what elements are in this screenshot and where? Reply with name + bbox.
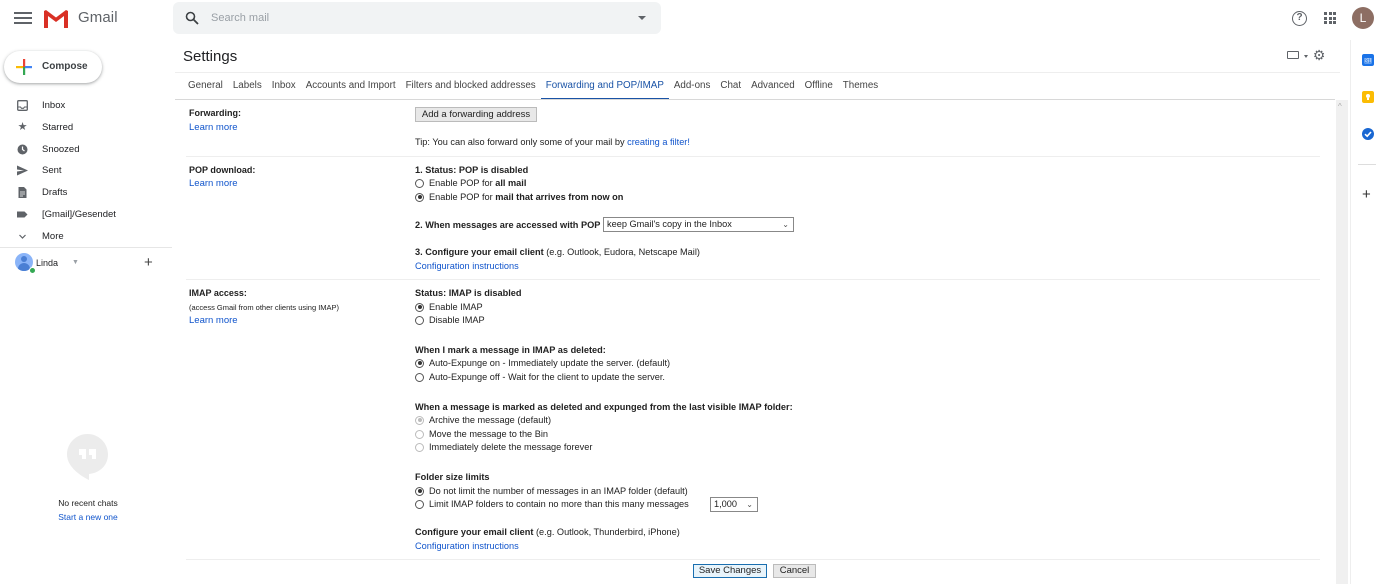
search-options-caret-icon[interactable]: [638, 16, 646, 20]
cancel-button[interactable]: Cancel: [773, 564, 816, 578]
sidebar-nav: [0, 95, 172, 248]
scroll-up-arrow-icon[interactable]: ^: [1338, 102, 1342, 111]
imap-expunged-heading: When a message is marked as deleted and expunged from the last visible IMAP folder:: [415, 402, 793, 412]
no-folder-limit-radio[interactable]: [415, 487, 424, 496]
imap-configuration-instructions-link[interactable]: Configuration instructions: [415, 541, 519, 551]
hangouts-chat-icon: [67, 434, 108, 480]
side-panel-divider: [1350, 40, 1351, 584]
sidebar-item-label: Starred: [42, 121, 74, 133]
app-name: Gmail: [78, 9, 118, 26]
input-tools-caret-icon[interactable]: [1304, 55, 1308, 58]
new-chat-plus-icon[interactable]: +: [144, 254, 153, 271]
move-to-bin-option[interactable]: Move the message to the Bin: [415, 429, 548, 439]
sidebar-item-snoozed[interactable]: [0, 139, 172, 161]
pop-enable-from-now-radio[interactable]: [415, 193, 424, 202]
settings-tabs: [183, 74, 883, 100]
keyboard-icon[interactable]: [1287, 51, 1299, 59]
keep-icon[interactable]: [1362, 91, 1374, 103]
pop-status: 1. Status: POP is disabled: [415, 165, 529, 175]
search-icon[interactable]: [185, 11, 199, 25]
auto-expunge-on-radio[interactable]: [415, 359, 424, 368]
tab-offline[interactable]: Offline: [804, 80, 833, 91]
user-name[interactable]: Linda: [36, 258, 59, 268]
svg-text:31: 31: [1364, 59, 1372, 65]
get-addons-plus-icon[interactable]: +: [1362, 186, 1371, 203]
sidebar-item-more[interactable]: [0, 226, 172, 248]
pop-enable-all-option[interactable]: Enable POP for all mail: [415, 178, 526, 188]
tab-inbox[interactable]: Inbox: [271, 80, 296, 91]
tab-general[interactable]: General: [188, 80, 223, 91]
delete-forever-option[interactable]: Immediately delete the message forever: [415, 442, 592, 452]
forwarding-tip: Tip: You can also forward only some of your mail by creating a filter!: [415, 137, 690, 147]
imap-configure-text: Configure your email client (e.g. Outlook, Thunderbird, iPhone): [415, 527, 680, 537]
imap-access-label: IMAP access:: [189, 288, 247, 298]
auto-expunge-on-option[interactable]: Auto-Expunge on - Immediately update the server. (default): [415, 358, 670, 368]
move-to-bin-radio[interactable]: [415, 430, 424, 439]
create-filter-link[interactable]: creating a filter!: [627, 137, 690, 147]
clock-icon: [17, 144, 28, 155]
page-title: Settings: [183, 48, 238, 65]
account-avatar[interactable]: L: [1352, 7, 1374, 29]
divider: [175, 72, 1340, 73]
compose-button[interactable]: [4, 51, 102, 83]
sidebar-item-label: Drafts: [42, 187, 68, 199]
star-icon: ★: [17, 120, 28, 133]
google-apps-icon[interactable]: [1324, 12, 1336, 24]
main-menu-button[interactable]: [14, 10, 32, 26]
archive-message-option[interactable]: Archive the message (default): [415, 415, 551, 425]
draft-icon: [17, 187, 28, 198]
chevron-down-icon: ⌄: [782, 220, 789, 229]
archive-message-radio[interactable]: [415, 416, 424, 425]
compose-label: Compose: [42, 61, 88, 72]
send-icon: [17, 165, 28, 176]
gmail-logo-icon[interactable]: [42, 8, 70, 29]
imap-learn-more-link[interactable]: Learn more: [189, 315, 238, 326]
add-forwarding-address-button[interactable]: Add a forwarding address: [415, 107, 537, 122]
sidebar-item-sent[interactable]: [0, 160, 172, 182]
tasks-icon[interactable]: [1362, 128, 1374, 140]
tab-filters-and-blocked-addresses[interactable]: Filters and blocked addresses: [405, 80, 536, 91]
start-new-chat-link[interactable]: Start a new one: [58, 512, 118, 522]
folder-limit-select[interactable]: 1,000 ⌄: [710, 497, 758, 512]
folder-size-heading: Folder size limits: [415, 472, 490, 482]
auto-expunge-off-option[interactable]: Auto-Expunge off - Wait for the client to update the server.: [415, 372, 665, 382]
save-changes-button[interactable]: Save Changes: [693, 564, 767, 578]
forwarding-label: Forwarding:: [189, 108, 241, 118]
sidebar-item-label: Sent: [42, 165, 62, 177]
sidebar-item-label: Inbox: [42, 100, 66, 111]
divider: [175, 99, 1335, 100]
pop-action-select[interactable]: keep Gmail's copy in the Inbox ⌄: [603, 217, 794, 232]
tab-advanced[interactable]: Advanced: [751, 80, 795, 91]
pop-download-label: POP download:: [189, 165, 256, 175]
pop-enable-all-radio[interactable]: [415, 179, 424, 188]
chevron-down-icon: ⌄: [746, 500, 753, 509]
imap-enable-radio[interactable]: [415, 303, 424, 312]
pop-configuration-instructions-link[interactable]: Configuration instructions: [415, 261, 519, 271]
online-status-icon: [29, 267, 36, 274]
sidebar-item-label: Snoozed: [42, 143, 80, 155]
gear-icon[interactable]: ⚙: [1312, 47, 1326, 63]
tab-forwarding-and-pop-imap[interactable]: Forwarding and POP/IMAP: [541, 74, 669, 100]
label-icon: [17, 209, 28, 220]
tab-labels[interactable]: Labels: [232, 80, 262, 91]
calendar-icon[interactable]: [1362, 54, 1374, 66]
help-icon[interactable]: ?: [1292, 11, 1307, 26]
section-divider: [186, 156, 1320, 157]
compose-plus-icon: [16, 59, 32, 75]
inbox-icon: [17, 100, 28, 111]
tab-themes[interactable]: Themes: [842, 80, 879, 91]
forwarding-learn-more-link[interactable]: Learn more: [189, 122, 238, 133]
section-divider: [186, 559, 1320, 560]
limit-folder-option[interactable]: Limit IMAP folders to contain no more than this many messages: [415, 499, 689, 509]
imap-disable-radio[interactable]: [415, 316, 424, 325]
section-divider: [186, 279, 1320, 280]
hamburger-icon: [14, 12, 32, 14]
sidebar-item-label: [Gmail]/Gesendet: [42, 208, 116, 220]
sidebar-item-inbox[interactable]: [0, 95, 172, 117]
imap-mark-deleted-heading: When I mark a message in IMAP as deleted:: [415, 345, 606, 355]
imap-status: Status: IMAP is disabled: [415, 288, 522, 298]
search-bar: [173, 2, 661, 34]
pop-access-label: 2. When messages are accessed with POP: [415, 220, 601, 230]
auto-expunge-off-radio[interactable]: [415, 373, 424, 382]
pop-enable-from-now-option[interactable]: Enable POP for mail that arrives from now on: [415, 192, 623, 202]
no-folder-limit-option[interactable]: Do not limit the number of messages in an IMAP folder (default): [415, 486, 688, 496]
delete-forever-radio[interactable]: [415, 443, 424, 452]
sidebar-item-starred[interactable]: [0, 117, 172, 139]
search-input[interactable]: [211, 10, 611, 26]
sidebar-divider: [0, 247, 172, 248]
tab-add-ons[interactable]: Add-ons: [673, 80, 711, 91]
pop-learn-more-link[interactable]: Learn more: [189, 178, 238, 189]
side-panel-divider: [1358, 164, 1376, 165]
pop-configure-text: 3. Configure your email client (e.g. Outlook, Eudora, Netscape Mail): [415, 247, 700, 257]
imap-access-sublabel: (access Gmail from other clients using IMAP): [189, 303, 340, 312]
user-menu-caret-icon[interactable]: ▼: [72, 259, 79, 266]
tab-accounts-and-import[interactable]: Accounts and Import: [305, 80, 396, 91]
no-recent-chats-text: No recent chats: [58, 498, 118, 508]
imap-enable-option[interactable]: Enable IMAP: [415, 302, 483, 312]
imap-disable-option[interactable]: Disable IMAP: [415, 315, 485, 325]
vertical-scrollbar[interactable]: [1336, 100, 1348, 584]
limit-folder-radio[interactable]: [415, 500, 424, 509]
top-bar: [0, 0, 1386, 38]
chevron-down-icon: [17, 231, 28, 242]
sidebar-item-drafts[interactable]: [0, 182, 172, 204]
sidebar-item-label: More: [42, 230, 64, 242]
hangouts-user: [0, 252, 172, 274]
tab-chat[interactable]: Chat: [720, 80, 742, 91]
sidebar-item-gesendet[interactable]: [0, 204, 172, 226]
